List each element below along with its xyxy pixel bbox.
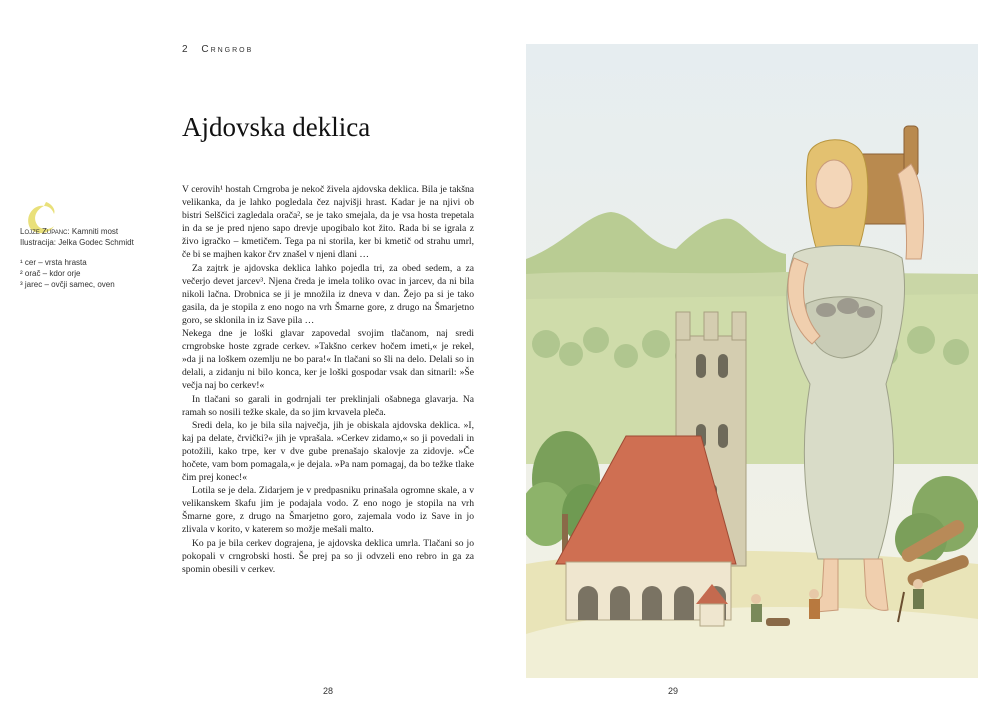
page-number-right: 29 (668, 686, 679, 696)
giant-girl-illustration (526, 44, 978, 678)
footnotes (20, 257, 170, 290)
paragraph: V cerovih¹ hostah Crngroba je nekoč živela ajdovska deklica. Bila je takšna velikanka, da je lahko pogledala čez najvišji hrast. Kadar je na njivi ob bistri Selščici zagledala orača², se je tako smejala, da je vsa hosta trepetala in da se je pred njeno sapo drevje upogibalo kot žito. Rada bi se igrala z živo igračko – kmetičem. Tega pa ni storila, ker bi kmetič od strahu umrl, če bi se majhen kakor črv znašel v njeni dlani … (182, 184, 474, 261)
fields (526, 294, 978, 464)
story-body (182, 183, 474, 576)
credits-block (20, 226, 170, 290)
paragraph: In tlačani so garali in godrnjali ter preklinjali ošabnega glavarja. Na ramah so nosili težke skale, da so jim krvavela pleča. (182, 393, 474, 418)
source-line (20, 226, 170, 237)
paragraph: Ko pa je bila cerkev dograjena, je ajdovska deklica umrla. Tlačani so jo pokopali v crngrobski hosti. Še prej pa so ji odvzeli eno rebro in ga za spomin obesili v cerkev. (182, 537, 474, 575)
chapter-title: Crngrob (201, 44, 254, 55)
footnote: ² orač – kdor orje (20, 269, 81, 278)
illustrator-line: Ilustracija: Jelka Godec Schmidt (20, 238, 134, 247)
footnote: ¹ cer – vrsta hrasta (20, 258, 87, 267)
story-title: Ajdovska deklica (182, 112, 371, 142)
page-number-left: 28 (323, 686, 334, 696)
paragraph: Nekega dne je loški glavar zapovedal svojim tlačanom, naj sredi crngrobske hoste zgrade cerkev. »Takšno cerkev hočem imeti,« je rekel, »da ji na loškem ozemlju ne bo para!« In tlačani so šli na delo. Delali so in delali, a zidanju ni bilo konca, ker je loški gospodar vsak dan sitnaril: »Še večja naj bo cerkev!« (182, 328, 474, 392)
paragraph: Lotila se je dela. Zidarjem je v predpasniku prinašala ogromne skale, a v velikanskem škafu jim je podajala vodo. Z eno nogo je stopila na vrh Šmarne gore, z drugo na Šmarjetno goro, zajemala vodo iz Save in jo zlivala v korito, v katerem so možje mešali malto. (182, 485, 474, 536)
chapter-number: 2 (182, 44, 190, 55)
paragraph: Za zajtrk je ajdovska deklica lahko pojedla tri, za obed sedem, a za večerjo devet jarcev³. Njena čreda je imela toliko ovac in jarcev, da ni bila nikoli lačna. Drobnica se ji je množila iz dneva v dan. Žejo pa si je tako gasila, da je stopila z eno nogo na vrh Šmarne gore, z drugo na Šmarjetno goro, se sklonila in iz Save pila … (182, 262, 474, 326)
footnote: ³ jarec – ovčji samec, oven (20, 280, 115, 289)
work-title: Kamniti most (71, 227, 119, 236)
running-head (182, 44, 253, 55)
illustration (526, 44, 978, 678)
paragraph: Sredi dela, ko je bila sila največja, jih je obiskala ajdovska deklica. »I, kaj pa delate, črvički?« jih je vprašala. »Cerkev zidamo,« so ji povedali in potožili, kako trpe, ker v dve gube prenašajo skalovje za zidovje. »Če hočete, vam bom pomagala,« je dejala. »Pa nam pomagaj, da bo težke tlake čim prej konec!« (182, 419, 474, 484)
author-name: Lojze Zupanc: (20, 227, 70, 236)
